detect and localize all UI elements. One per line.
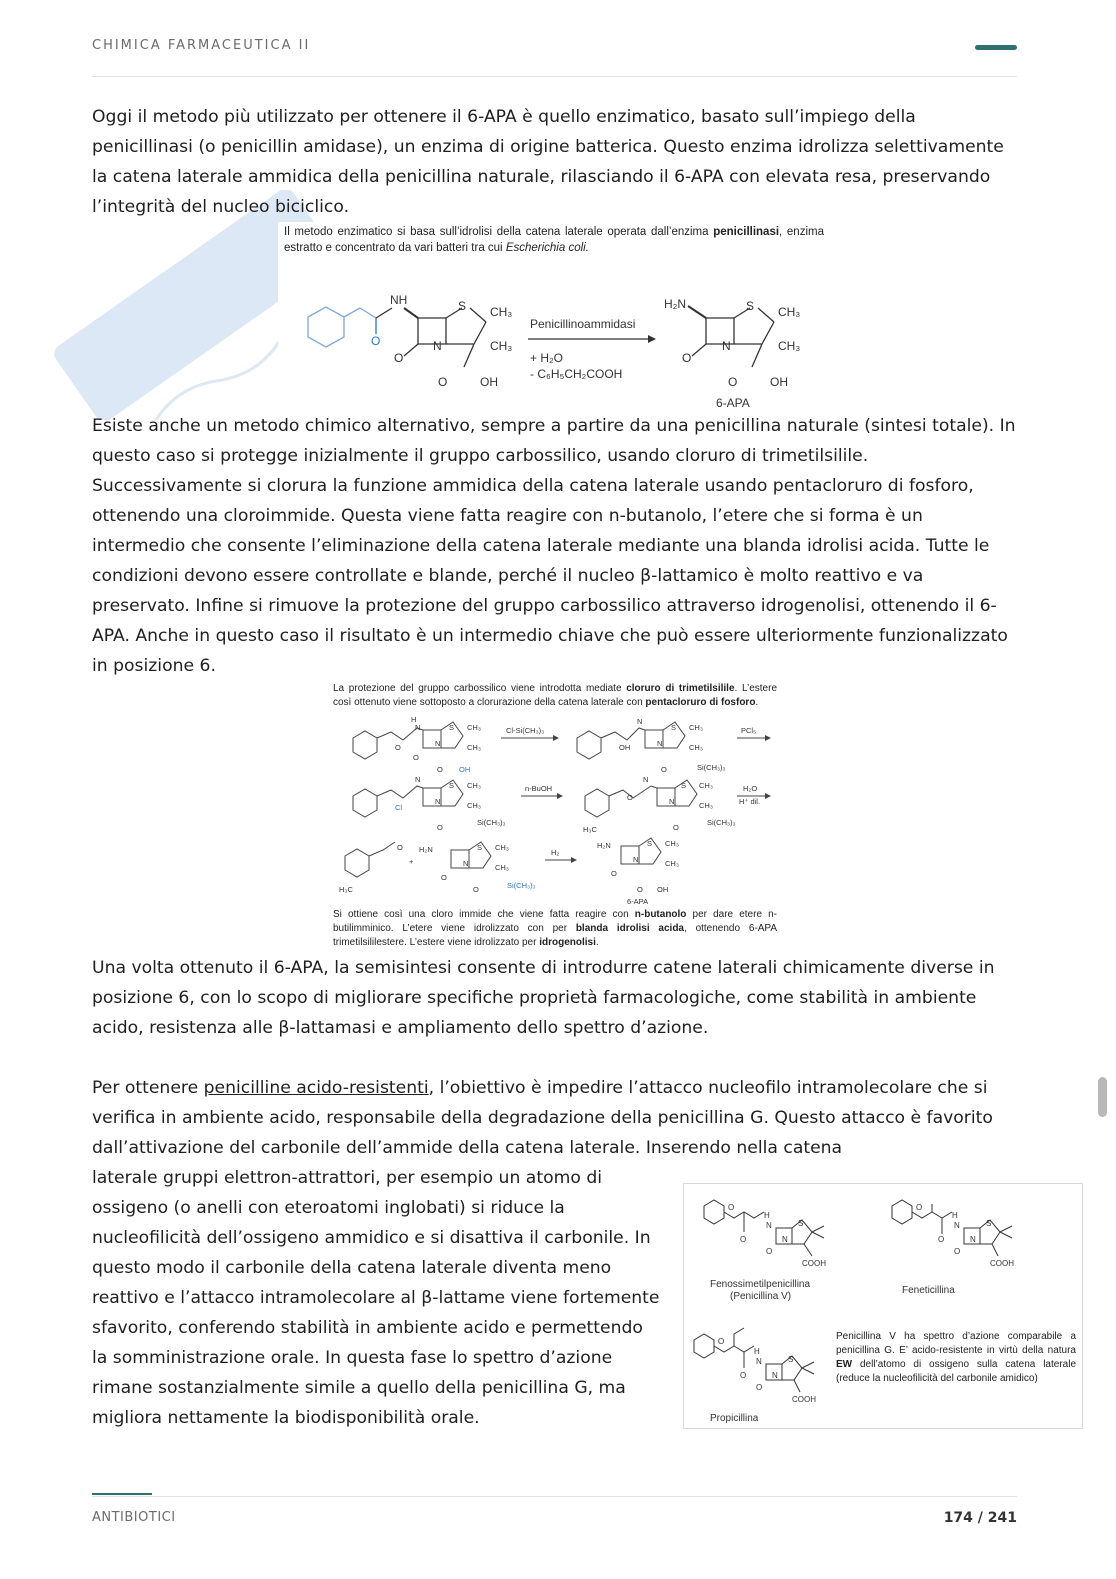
svg-text:N: N xyxy=(756,1357,762,1366)
svg-text:O: O xyxy=(756,1383,763,1392)
svg-text:- C₆H₅CH₂COOH: - C₆H₅CH₂COOH xyxy=(530,367,623,381)
header-accent-bar xyxy=(975,45,1017,50)
svg-text:N: N xyxy=(772,1371,778,1380)
svg-text:Cl-Si(CH₃)₃: Cl-Si(CH₃)₃ xyxy=(506,726,545,735)
svg-text:Propicillina: Propicillina xyxy=(710,1413,759,1424)
svg-text:COOH: COOH xyxy=(792,1395,816,1404)
svg-text:O: O xyxy=(916,1203,923,1212)
svg-text:N: N xyxy=(643,775,649,784)
svg-text:S: S xyxy=(458,299,467,313)
paragraph-acid-resistant: Per ottenere penicilline acido-resistenti, l’obiettivo è impedire l’attacco nucleofilo intramolecolare che si verifica in ambiente acido, responsabile della degradazione della penicillina G. Questo attacco è favorito dall’attivazione del carbonile dell’ammide della catena laterale. Inserendo nella catena xyxy=(92,1078,993,1158)
svg-text:N: N xyxy=(954,1221,960,1230)
figure-acid-resistant-penicillins xyxy=(683,1183,1083,1429)
svg-text:H₂O: H₂O xyxy=(743,784,758,793)
paragraph-semisynthesis: Una volta ottenuto il 6-APA, la semisintesi consente di introdurre catene laterali chimicamente diverse in posizione 6, con lo scopo di migliorare specifiche proprietà farmacologiche, come stabilità in ambiente acido, resistenza alle β-lattamasi e ampliamento dello spettro d’azione. xyxy=(92,958,995,1038)
scrollbar-thumb[interactable] xyxy=(1098,1077,1107,1117)
svg-text:H₃C: H₃C xyxy=(339,885,353,894)
svg-text:OH: OH xyxy=(657,885,669,894)
svg-text:N: N xyxy=(722,339,731,353)
figure3-structures xyxy=(684,1184,1082,1428)
svg-text:CH₃: CH₃ xyxy=(490,305,513,319)
svg-text:N: N xyxy=(435,739,441,748)
svg-text:NH: NH xyxy=(390,293,408,307)
figure-chemical-route xyxy=(331,680,781,952)
svg-text:N: N xyxy=(637,717,643,726)
svg-text:Feneticillina: Feneticillina xyxy=(902,1285,955,1296)
svg-text:COOH: COOH xyxy=(802,1259,826,1268)
page-number: 174 / 241 xyxy=(943,1510,1017,1526)
svg-text:(Penicillina V): (Penicillina V) xyxy=(730,1291,792,1302)
svg-text:N: N xyxy=(415,723,421,732)
svg-text:S: S xyxy=(449,723,455,732)
svg-text:S: S xyxy=(798,1219,804,1228)
svg-text:O: O xyxy=(766,1247,773,1256)
svg-text:N: N xyxy=(633,855,639,864)
svg-text:CH₃: CH₃ xyxy=(467,801,481,810)
footer-section: ANTIBIOTICI xyxy=(92,1510,176,1525)
svg-text:CH₃: CH₃ xyxy=(665,859,679,868)
svg-text:N: N xyxy=(435,797,441,806)
svg-text:S: S xyxy=(681,781,687,790)
svg-text:H⁺ dil.: H⁺ dil. xyxy=(739,797,761,806)
svg-text:Si(CH₃)₃: Si(CH₃)₃ xyxy=(507,881,536,890)
svg-text:H: H xyxy=(754,1347,760,1356)
svg-text:6-APA: 6-APA xyxy=(627,897,649,906)
svg-text:O: O xyxy=(728,375,738,389)
svg-text:N: N xyxy=(415,775,421,784)
svg-text:N: N xyxy=(766,1221,772,1230)
svg-text:H: H xyxy=(764,1211,770,1220)
header-divider xyxy=(92,76,1017,77)
svg-text:O: O xyxy=(728,1203,735,1212)
svg-text:CH₃: CH₃ xyxy=(778,339,801,353)
footer-divider xyxy=(92,1496,1017,1497)
svg-text:Si(CH₃)₃: Si(CH₃)₃ xyxy=(707,818,736,827)
svg-text:O: O xyxy=(441,873,447,882)
svg-text:N: N xyxy=(782,1235,788,1244)
paragraph-ewg-effect: laterale gruppi elettron-attrattori, per esempio un atomo di ossigeno (o anelli con eteroatomi inglobati) si riduce la nucleofilicità dell’ossigeno ammidico e si disattiva il carbonile. In questo modo il carbonile della catena laterale diventa meno reattivo e l’attacco intramolecolare al β-lattame viene fortemente sfavorito, conferendo stabilità in ambiente acido e permettendo la somministrazione orale. In questa fase lo spettro d’azione rimane sostanzialmente simile a quello della penicillina G, ma migliora nettamente la biodisponibilità orale. xyxy=(92,1168,660,1428)
svg-text:O: O xyxy=(438,375,448,389)
svg-text:Si(CH₃)₃: Si(CH₃)₃ xyxy=(477,818,506,827)
svg-text:O: O xyxy=(413,753,419,762)
svg-text:H: H xyxy=(952,1211,958,1220)
svg-text:O: O xyxy=(661,765,667,774)
svg-text:N: N xyxy=(463,859,469,868)
svg-text:O: O xyxy=(371,334,381,348)
svg-text:S: S xyxy=(746,299,755,313)
svg-text:OH: OH xyxy=(619,743,631,752)
figure2-caption-top: La protezione del gruppo carbossilico viene introdotta mediate cloruro di trimetilsilile. L’estere così ottenuto viene sottoposto a clorurazione della catena laterale con pentacloruro di fosforo. xyxy=(333,683,778,708)
svg-text:O: O xyxy=(637,885,643,894)
figure-enzymatic-hydrolysis xyxy=(278,222,838,412)
acid-resistant-link: penicilline acido-resistenti xyxy=(203,1078,429,1098)
svg-text:O: O xyxy=(740,1371,747,1380)
svg-text:O: O xyxy=(394,351,404,365)
svg-text:O: O xyxy=(611,869,617,878)
svg-text:O: O xyxy=(627,793,633,802)
svg-text:+: + xyxy=(409,857,414,866)
svg-text:S: S xyxy=(449,781,455,790)
svg-text:O: O xyxy=(954,1247,961,1256)
svg-text:S: S xyxy=(671,723,677,732)
svg-text:H: H xyxy=(411,715,417,724)
svg-text:CH₃: CH₃ xyxy=(699,781,713,790)
svg-text:OH: OH xyxy=(480,375,498,389)
figure1-caption: Il metodo enzimatico si basa sull’idrolisi della catena laterale operata dall’enzima penicillinasi, enzima estratto e concentrato da vari batteri tra cui Escherichia coli. xyxy=(284,226,824,254)
svg-text:O: O xyxy=(718,1337,725,1346)
figure2-caption-bottom: Si ottiene così una cloro immide che viene fatta reagire con n-butanolo per dare etere n-butilimminico. L’etere viene idrolizzato con per blanda idrolisi acida, ottenendo 6-APA trimetilsililestere. L’estere viene idrolizzato per idrogenolisi. xyxy=(333,909,778,948)
paragraph-chemical-method: Esiste anche un metodo chimico alternativo, sempre a partire da una penicillina naturale (sintesi totale). In questo caso si protegge inizialmente il gruppo carbossilico, usando cloruro di trimetilsilile. Successivamente si clorura la funzione ammidica della catena laterale usando pentacloruro di fosforo, ottenendo una cloroimmide. Questa viene fatta reagire con n-butanolo, l’etere che si forma è un intermedio che consente l’eliminazione della catena laterale mediante una blanda idrolisi acida. Tutte le condizioni devono essere controllate e blande, perché il nucleo β-lattamico è molto reattivo e va preservato. Infine si rimuove la protezione del gruppo carbossilico attraverso idrogenolisi, ottenendo il 6-APA. Anche in questo caso il risultato è un intermedio chiave che può essere ulteriormente funzionalizzato in posizione 6. xyxy=(92,416,1016,676)
svg-text:CH₃: CH₃ xyxy=(467,781,481,790)
svg-text:+ H₂O: + H₂O xyxy=(530,351,563,365)
svg-text:O: O xyxy=(473,885,479,894)
svg-text:CH₃: CH₃ xyxy=(495,863,509,872)
svg-text:CH₃: CH₃ xyxy=(689,743,703,752)
svg-text:O: O xyxy=(740,1235,747,1244)
svg-text:OH: OH xyxy=(770,375,788,389)
svg-text:N: N xyxy=(669,797,675,806)
svg-text:O: O xyxy=(397,843,403,852)
svg-text:S: S xyxy=(788,1355,794,1364)
svg-text:H₂: H₂ xyxy=(551,848,560,857)
svg-text:O: O xyxy=(437,823,443,832)
svg-text:CH₃: CH₃ xyxy=(467,743,481,752)
svg-text:O: O xyxy=(437,765,443,774)
svg-text:O: O xyxy=(938,1235,945,1244)
svg-text:OH: OH xyxy=(459,765,471,774)
svg-text:H₂N: H₂N xyxy=(419,845,433,854)
svg-text:N: N xyxy=(433,339,442,353)
figure1-structures xyxy=(278,222,838,412)
svg-text:O: O xyxy=(673,823,679,832)
svg-text:O: O xyxy=(682,351,692,365)
svg-text:Penicillinoammidasi: Penicillinoammidasi xyxy=(530,317,636,331)
svg-text:CH₃: CH₃ xyxy=(699,801,713,810)
svg-text:CH₃: CH₃ xyxy=(467,723,481,732)
svg-text:n-BuOH: n-BuOH xyxy=(525,784,553,793)
svg-text:Fenossimetilpenicillina: Fenossimetilpenicillina xyxy=(710,1279,811,1290)
svg-text:CH₃: CH₃ xyxy=(490,339,513,353)
svg-text:H₂N: H₂N xyxy=(664,297,686,311)
svg-text:N: N xyxy=(970,1235,976,1244)
running-header: CHIMICA FARMACEUTICA II xyxy=(92,38,311,53)
figure3-note: Penicillina V ha spettro d’azione comparabile a penicillina G. E’ acido-resistente in virtù della natura EW dell’atomo di ossigeno sulla catena laterale (reduce la nucleofilicità del carbonile amidico) xyxy=(836,1331,1076,1384)
paragraph-enzymatic-method: Oggi il metodo più utilizzato per ottenere il 6-APA è quello enzimatico, basato sull’impiego della penicillinasi (o penicillin amidase), un enzima di origine batterica. Questo enzima idrolizza selettivamente la catena laterale ammidica della penicillina naturale, rilasciando il 6-APA con elevata resa, preservando l’integrità del nucleo biciclico. xyxy=(92,107,1004,217)
svg-text:H₂N: H₂N xyxy=(597,841,611,850)
svg-text:N: N xyxy=(657,739,663,748)
svg-text:Si(CH₃)₃: Si(CH₃)₃ xyxy=(697,763,726,772)
svg-text:CH₃: CH₃ xyxy=(778,305,801,319)
svg-text:6-APA: 6-APA xyxy=(716,396,750,410)
footer-accent-bar xyxy=(92,1493,152,1495)
svg-text:H₃C: H₃C xyxy=(583,825,597,834)
svg-text:PCl₅: PCl₅ xyxy=(741,726,757,735)
svg-text:S: S xyxy=(647,839,653,848)
svg-text:COOH: COOH xyxy=(990,1259,1014,1268)
svg-text:CH₃: CH₃ xyxy=(665,839,679,848)
svg-text:S: S xyxy=(986,1219,992,1228)
svg-text:S: S xyxy=(477,843,483,852)
svg-text:Cl: Cl xyxy=(395,803,403,812)
svg-text:CH₃: CH₃ xyxy=(495,843,509,852)
svg-text:O: O xyxy=(395,743,401,752)
svg-text:CH₃: CH₃ xyxy=(689,723,703,732)
